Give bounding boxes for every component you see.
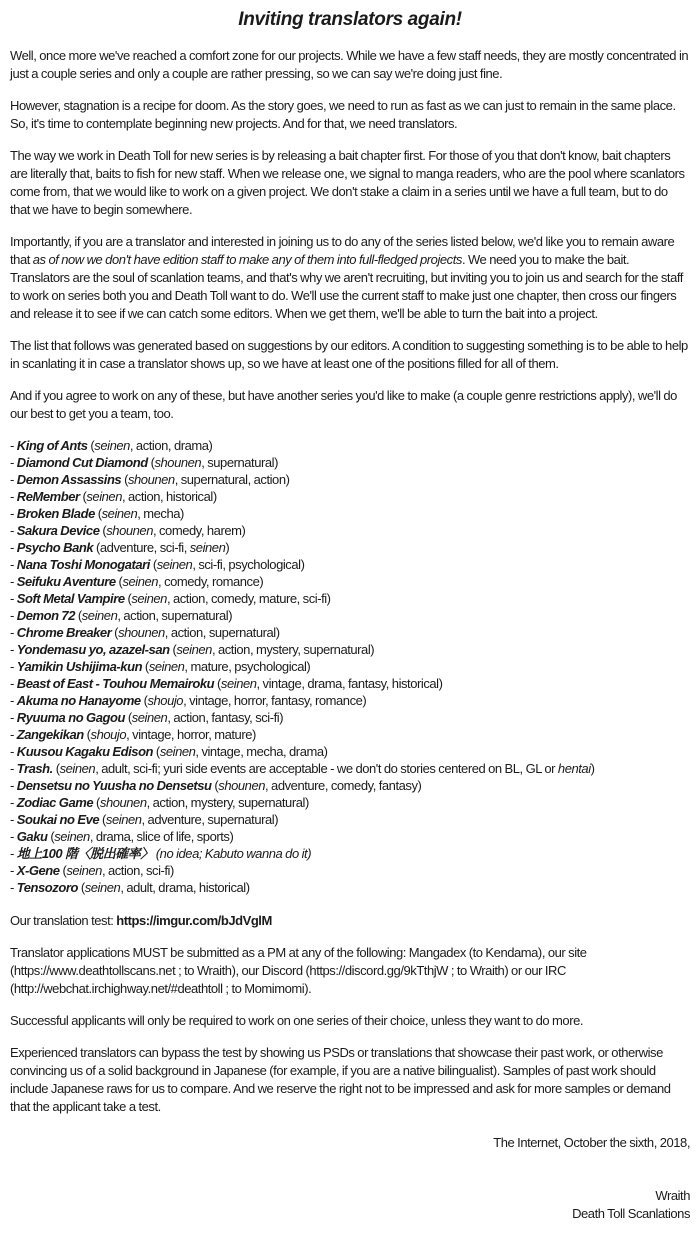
text-segment: - bbox=[10, 710, 17, 725]
text-segment: , supernatural, action) bbox=[174, 472, 290, 487]
text-segment: - bbox=[10, 795, 17, 810]
text-segment: - bbox=[10, 659, 17, 674]
text-segment: ( bbox=[169, 642, 177, 657]
text-segment: ( bbox=[147, 455, 155, 470]
paragraph bbox=[10, 233, 690, 323]
text-segment: ) bbox=[590, 761, 595, 776]
text-segment: , mecha) bbox=[137, 506, 184, 521]
text-segment: , action, mystery, supernatural) bbox=[146, 795, 309, 810]
text-segment: seinen bbox=[86, 489, 122, 504]
series-title: Chrome Breaker bbox=[16, 625, 112, 640]
text-segment: , drama, slice of life, sports) bbox=[89, 829, 234, 844]
text-segment: - bbox=[10, 829, 17, 844]
text-segment: seinen bbox=[84, 880, 121, 895]
text-segment: seinen bbox=[156, 557, 193, 572]
text-segment: , vintage, mecha, drama) bbox=[195, 744, 328, 759]
text-segment: https://imgur.com/bJdVglM bbox=[116, 913, 272, 928]
text-segment: , action, drama) bbox=[129, 438, 213, 453]
series-title: Sakura Device bbox=[16, 523, 100, 538]
text-segment: shounen bbox=[106, 523, 153, 538]
text-segment: , adventure, comedy, fantasy) bbox=[265, 778, 422, 793]
text-segment: - bbox=[10, 608, 17, 623]
text-segment: - bbox=[10, 778, 17, 793]
text-segment: seinen bbox=[101, 506, 138, 521]
text-segment: , adult, drama, historical) bbox=[120, 880, 250, 895]
series-title: Demon 72 bbox=[16, 608, 75, 623]
text-segment: , vintage, drama, fantasy, historical) bbox=[256, 676, 443, 691]
series-list-item bbox=[10, 658, 690, 675]
paragraph bbox=[10, 47, 690, 83]
series-list bbox=[10, 437, 690, 896]
series-list-item bbox=[10, 777, 690, 794]
text-segment: ( bbox=[52, 761, 60, 776]
series-list-item bbox=[10, 692, 690, 709]
series-title: Yondemasu yo, azazel-san bbox=[16, 642, 170, 657]
text-segment: - bbox=[10, 846, 17, 861]
text-segment: ( bbox=[140, 693, 148, 708]
text-segment: seinen bbox=[105, 812, 142, 827]
series-title: Zodiac Game bbox=[16, 795, 94, 810]
paragraph bbox=[10, 387, 690, 423]
text-segment: shounen bbox=[154, 455, 202, 470]
text-segment: - bbox=[10, 642, 17, 657]
series-title: Akuma no Hanayome bbox=[16, 693, 141, 708]
text-segment: , adventure, supernatural) bbox=[141, 812, 279, 827]
series-list-item bbox=[10, 675, 690, 692]
series-title: 地上100 階〈脱出確率〉 bbox=[16, 846, 153, 861]
series-title: Soukai no Eve bbox=[16, 812, 100, 827]
text-segment: shounen bbox=[99, 795, 147, 810]
text-segment: ( bbox=[99, 523, 107, 538]
text-segment: , action, comedy, mature, sci-fi) bbox=[166, 591, 331, 606]
series-title: Zangekikan bbox=[16, 727, 84, 742]
series-list-item bbox=[10, 743, 690, 760]
text-segment: Successful applicants will only be required to work on one series of their choice, unless they want to do more. bbox=[10, 1013, 584, 1028]
series-list-item bbox=[10, 624, 690, 641]
series-list-item bbox=[10, 828, 690, 845]
text-segment: seinen bbox=[176, 642, 212, 657]
text-segment: - bbox=[10, 574, 17, 589]
series-title: Demon Assassins bbox=[16, 472, 122, 487]
series-title: Nana Toshi Monogatari bbox=[16, 557, 150, 572]
series-list-item bbox=[10, 607, 690, 624]
series-list-item bbox=[10, 471, 690, 488]
text-segment: , vintage, horror, mature) bbox=[126, 727, 256, 742]
text-segment: - bbox=[10, 676, 17, 691]
text-segment: shoujo bbox=[147, 693, 184, 708]
series-title: X-Gene bbox=[16, 863, 60, 878]
series-list-item bbox=[10, 794, 690, 811]
series-list-item bbox=[10, 641, 690, 658]
series-title: Gaku bbox=[16, 829, 48, 844]
text-segment: - bbox=[10, 625, 17, 640]
text-segment: seinen bbox=[122, 574, 159, 589]
text-segment: , comedy, harem) bbox=[152, 523, 246, 538]
text-segment: , sci-fi, psychological) bbox=[192, 557, 305, 572]
text-segment: , comedy, romance) bbox=[158, 574, 264, 589]
text-segment: ( bbox=[153, 744, 160, 759]
text-segment: ( bbox=[142, 659, 149, 674]
signoff-group: Death Toll Scanlations bbox=[572, 1206, 690, 1221]
text-segment: ( bbox=[47, 829, 55, 844]
text-segment: - bbox=[10, 812, 17, 827]
paragraph bbox=[10, 1012, 690, 1030]
text-segment: However, stagnation is a recipe for doom. As the story goes, we need to run as fast as we can just to remain in the same place. So, it's time to contemplate beginning new projects. And for that, we need translators. bbox=[10, 98, 676, 131]
text-segment: seinen bbox=[148, 659, 185, 674]
text-segment: ( bbox=[115, 574, 123, 589]
text-segment: seinen bbox=[220, 676, 257, 691]
text-segment: ( bbox=[87, 438, 95, 453]
text-segment: (adventure, sci-fi, bbox=[93, 540, 190, 555]
series-list-item bbox=[10, 590, 690, 607]
text-segment: ( bbox=[74, 608, 82, 623]
page-title: Inviting translators again! bbox=[238, 9, 462, 30]
series-title: Yamikin Ushijima-kun bbox=[16, 659, 143, 674]
series-list-item bbox=[10, 726, 690, 743]
text-segment: seinen bbox=[189, 540, 226, 555]
text-segment: - bbox=[10, 693, 17, 708]
series-title: Broken Blade bbox=[16, 506, 95, 521]
text-segment: ( bbox=[79, 489, 87, 504]
text-segment: - bbox=[10, 472, 17, 487]
series-title: King of Ants bbox=[16, 438, 88, 453]
series-list-item bbox=[10, 437, 690, 454]
text-segment: , vintage, horror, fantasy, romance) bbox=[183, 693, 367, 708]
text-segment: ( bbox=[121, 472, 128, 487]
series-list-item bbox=[10, 879, 690, 896]
document-content bbox=[10, 47, 690, 1116]
series-list-item bbox=[10, 709, 690, 726]
text-segment: hentai bbox=[557, 761, 591, 776]
text-segment: - bbox=[10, 591, 17, 606]
series-title: Seifuku Aventure bbox=[16, 574, 116, 589]
text-segment: Experienced translators can bypass the test by showing us PSDs or translations that showcase their past work, or otherwise convincing us of a solid background in Japanese (for example, if you are a native bilingualist). Samples of past work should include Japanese raws for us to compare. And we reserve the right not to be impressed and ask for more samples or demand that the applicant take a test. bbox=[10, 1045, 671, 1114]
text-segment: - bbox=[10, 744, 17, 759]
text-segment: ( bbox=[59, 863, 67, 878]
text-segment: Translator applications MUST be submitted as a PM at any of the following: Mangadex (to Kendama), our site (https://www.deathtollscans.net ; to Wraith), our Discord (https://discord.gg/9kTthjW ; to Wraith) or our IRC (http://webchat.irchighway.net/#deathtoll ; to Momimomi). bbox=[10, 945, 587, 996]
series-list-item bbox=[10, 862, 690, 879]
text-segment: , action, supernatural) bbox=[117, 608, 233, 623]
text-segment: The list that follows was generated based on suggestions by our editors. A condition to suggesting something is to be able to help in scanlating it in case a translator shows up, so we have at least one of the positions filled for all of them. bbox=[10, 338, 688, 371]
paragraph bbox=[10, 97, 690, 133]
text-segment: shoujo bbox=[90, 727, 127, 742]
text-segment: Our translation test: bbox=[10, 913, 117, 928]
series-title: ReMember bbox=[16, 489, 80, 504]
series-title: Soft Metal Vampire bbox=[16, 591, 125, 606]
text-segment: shounen bbox=[218, 778, 266, 793]
text-segment: - bbox=[10, 761, 17, 776]
text-segment: seinen bbox=[159, 744, 196, 759]
series-title: Densetsu no Yuusha no Densetsu bbox=[16, 778, 212, 793]
text-segment: seinen bbox=[81, 608, 118, 623]
text-segment: , mature, psychological) bbox=[184, 659, 311, 674]
text-segment: ( bbox=[149, 557, 157, 572]
text-segment: - bbox=[10, 455, 17, 470]
series-list-item bbox=[10, 811, 690, 828]
text-segment: ( bbox=[83, 727, 91, 742]
text-segment: - bbox=[10, 863, 17, 878]
text-segment: Importantly, if you are a translator and interested in joining us to do any of the series listed below, we'd like you to remain aware that bbox=[10, 234, 675, 267]
signoff-author: Wraith bbox=[655, 1188, 690, 1203]
paragraph bbox=[10, 337, 690, 373]
paragraph bbox=[10, 912, 690, 930]
paragraph bbox=[10, 944, 690, 998]
text-segment: shounen bbox=[118, 625, 165, 640]
text-segment: , action, mystery, supernatural) bbox=[211, 642, 375, 657]
text-segment: seinen bbox=[59, 761, 96, 776]
text-segment: - bbox=[10, 540, 17, 555]
text-segment: ( bbox=[99, 812, 106, 827]
text-segment: - bbox=[10, 523, 17, 538]
text-segment: ) bbox=[225, 540, 230, 555]
series-list-item bbox=[10, 522, 690, 539]
paragraph bbox=[10, 147, 690, 219]
text-segment: , action, fantasy, sci-fi) bbox=[167, 710, 284, 725]
text-segment: seinen bbox=[54, 829, 90, 844]
series-title: Beast of East - Touhou Memairoku bbox=[16, 676, 215, 691]
series-list-item bbox=[10, 573, 690, 590]
text-segment: as of now we don't have edition staff to make any of them into full-fledged projects bbox=[32, 252, 462, 267]
text-segment: And if you agree to work on any of these, but have another series you'd like to make (a couple genre restrictions apply), we'll do our best to get you a team, too. bbox=[10, 388, 677, 421]
signoff bbox=[10, 1134, 690, 1223]
text-segment: - bbox=[10, 727, 17, 742]
text-segment: The way we work in Death Toll for new series is by releasing a bait chapter first. For those of you that don't know, bait chapters are literally that, baits to fish for new staff. When we release one, we signal to manga readers, who are the pool where scanlators come from, that we would like to work on a given project. We don't stake a claim in a series until we have a full team, but to do that we have to begin somewhere. bbox=[10, 148, 685, 217]
text-segment: Well, once more we've reached a comfort zone for our projects. While we have a few staff needs, they are mostly concentrated in just a couple series and only a couple are rather pressing, so we can say we're doing just fine. bbox=[10, 48, 689, 81]
paragraph bbox=[10, 1044, 690, 1116]
text-segment: , action, historical) bbox=[121, 489, 217, 504]
text-segment: shounen bbox=[127, 472, 175, 487]
series-list-item bbox=[10, 845, 690, 862]
text-segment: , action, supernatural) bbox=[164, 625, 280, 640]
text-segment: - bbox=[10, 438, 17, 453]
series-title: Diamond Cut Diamond bbox=[16, 455, 148, 470]
series-list-item bbox=[10, 505, 690, 522]
text-segment: , adult, sci-fi; yuri side events are acceptable - we don't do stories centered on BL, GL or bbox=[95, 761, 558, 776]
signoff-date: The Internet, October the sixth, 2018, bbox=[493, 1135, 690, 1150]
text-segment: - bbox=[10, 557, 17, 572]
series-list-item bbox=[10, 556, 690, 573]
series-list-item bbox=[10, 454, 690, 471]
text-segment: - bbox=[10, 880, 17, 895]
text-segment: ( bbox=[77, 880, 85, 895]
text-segment: ( bbox=[124, 710, 132, 725]
series-list-item bbox=[10, 760, 690, 777]
text-segment: seinen bbox=[94, 438, 130, 453]
series-title: Kuusou Kagaku Edison bbox=[16, 744, 154, 759]
series-list-item bbox=[10, 488, 690, 505]
text-segment: . We need you to make the bait. Translators are the soul of scanlation teams, and that's why we aren't recruiting, but inviting you to join us and search for the staff to work on series both you and Death Toll want to do. We'll use the current staff to make just one chapter, then cross our fingers and release it to see if we can catch some editors. When we get them, we'll be able to turn the bait into a project. bbox=[10, 252, 683, 321]
series-title: Ryuuma no Gagou bbox=[16, 710, 125, 725]
text-segment: , action, sci-fi) bbox=[101, 863, 174, 878]
text-segment: ( bbox=[211, 778, 219, 793]
series-title: Trash. bbox=[16, 761, 53, 776]
text-segment: ( bbox=[94, 506, 102, 521]
text-segment: ( bbox=[111, 625, 119, 640]
text-segment: ( bbox=[124, 591, 132, 606]
text-segment: (no idea; Kabuto wanna do it) bbox=[155, 846, 312, 861]
text-segment: ( bbox=[214, 676, 221, 691]
series-title: Psycho Bank bbox=[16, 540, 94, 555]
text-segment: seinen bbox=[131, 710, 168, 725]
text-segment: seinen bbox=[66, 863, 102, 878]
series-list-item bbox=[10, 539, 690, 556]
text-segment: , supernatural) bbox=[201, 455, 278, 470]
text-segment: ( bbox=[93, 795, 100, 810]
text-segment: - bbox=[10, 489, 17, 504]
text-segment: - bbox=[10, 506, 17, 521]
series-title: Tensozoro bbox=[16, 880, 78, 895]
text-segment: seinen bbox=[131, 591, 167, 606]
